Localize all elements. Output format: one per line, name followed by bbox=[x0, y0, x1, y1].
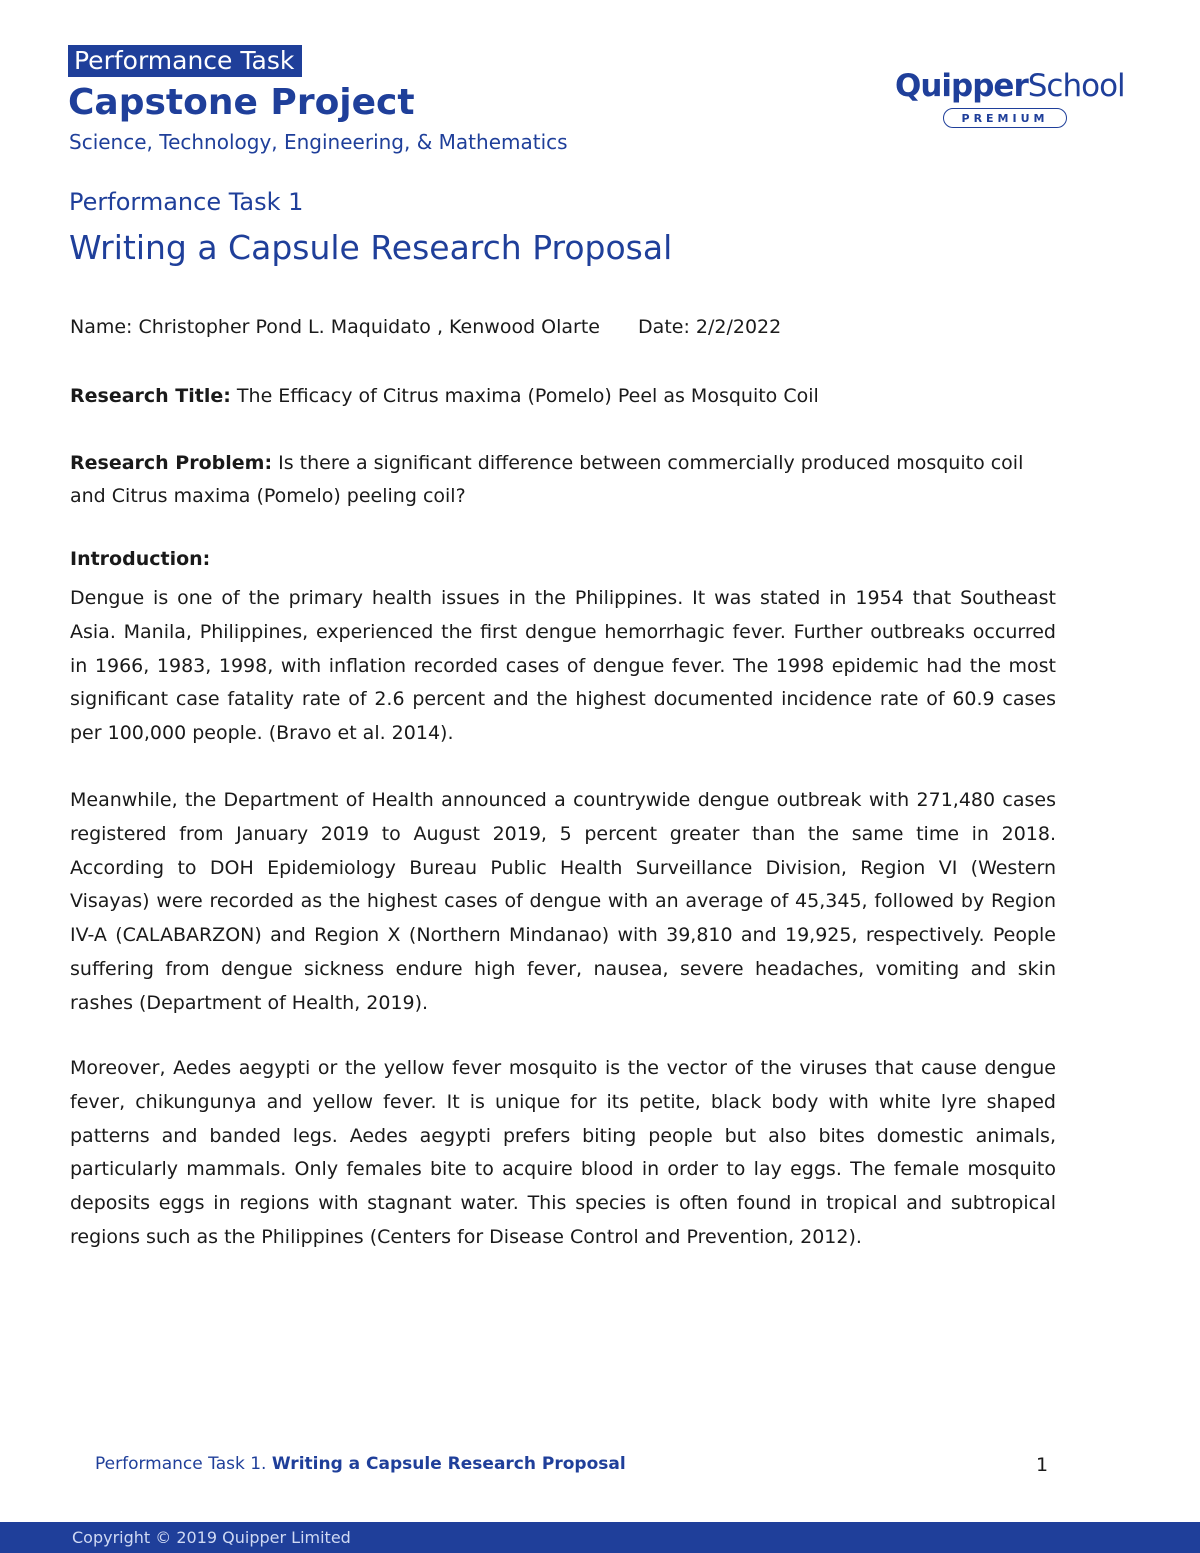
logo-brand-light: School bbox=[1027, 68, 1125, 104]
student-info bbox=[70, 316, 781, 338]
student-names: Name: Christopher Pond L. Maquidato , Kenwood Olarte bbox=[70, 316, 600, 338]
footer-prefix: Performance Task 1. bbox=[95, 1454, 267, 1474]
intro-paragraph-3: Moreover, Aedes aegypti or the yellow fever mosquito is the vector of the viruses that cause dengue fever, chikungunya and yellow fever. It is unique for its petite, black body with white lyre shaped patterns and banded legs. Aedes aegypti prefers biting people but also bites domestic animals, particularly mammals. Only females bite to acquire blood in order to lay eggs. The female mosquito deposits eggs in regions with stagnant water. This species is often found in tropical and subtropical regions such as the Philippines (Centers for Disease Control and Prevention, 2012). bbox=[70, 1057, 1056, 1248]
research-problem-label: Research Problem: bbox=[70, 452, 273, 474]
page-footer bbox=[95, 1454, 626, 1474]
logo-brand-bold: Quipper bbox=[895, 68, 1028, 104]
performance-task-badge: Performance Task bbox=[68, 45, 302, 77]
copyright-text: Copyright © 2019 Quipper Limited bbox=[72, 1528, 351, 1547]
page-number: 1 bbox=[1036, 1454, 1049, 1476]
logo-wordmark bbox=[895, 68, 1125, 104]
quipper-school-logo bbox=[895, 68, 1125, 128]
research-title-label: Research Title: bbox=[70, 385, 231, 407]
footer-title: Writing a Capsule Research Proposal bbox=[271, 1454, 626, 1474]
research-title-value: The Efficacy of Citrus maxima (Pomelo) Peel as Mosquito Coil bbox=[236, 385, 819, 407]
research-problem-value: Is there a significant difference between commercially produced mosquito coil and Citrus maxima (Pomelo) peeling coil? bbox=[70, 452, 1024, 507]
copyright-bar bbox=[0, 1522, 1200, 1553]
intro-paragraph-2: Meanwhile, the Department of Health announced a countrywide dengue outbreak with 271,480 cases registered from January 2019 to August 2019, 5 percent greater than the same time in 2018. According to DOH Epidemiology Bureau Public Health Surveillance Division, Region VI (Western Visayas) were recorded as the highest cases of dengue with an average of 45,345, followed by Region IV-A (CALABARZON) and Region X (Northern Mindanao) with 39,810 and 19,925, respectively. People suffering from dengue sickness endure high fever, nausea, severe headaches, vomiting and skin rashes (Department of Health, 2019). bbox=[70, 789, 1056, 1014]
document-subtitle: Science, Technology, Engineering, & Mathematics bbox=[69, 130, 568, 154]
research-problem-field bbox=[70, 447, 1060, 513]
document-title: Capstone Project bbox=[68, 82, 415, 123]
task-label: Performance Task 1 bbox=[69, 188, 304, 216]
submission-date: Date: 2/2/2022 bbox=[638, 316, 782, 338]
intro-paragraph-1: Dengue is one of the primary health issues in the Philippines. It was stated in 1954 that Southeast Asia. Manila, Philippines, experienced the first dengue hemorrhagic fever. Further outbreaks occurred in 1966, 1983, 1998, with inflation recorded cases of dengue fever. The 1998 epidemic had the most significant case fatality rate of 2.6 percent and the highest documented incidence rate of 60.9 cases per 100,000 people. (Bravo et al. 2014). bbox=[70, 587, 1056, 745]
task-title: Writing a Capsule Research Proposal bbox=[69, 228, 673, 267]
logo-premium-pill: PREMIUM bbox=[943, 108, 1067, 128]
introduction-heading: Introduction: bbox=[70, 548, 211, 570]
research-title-field bbox=[70, 380, 1060, 413]
